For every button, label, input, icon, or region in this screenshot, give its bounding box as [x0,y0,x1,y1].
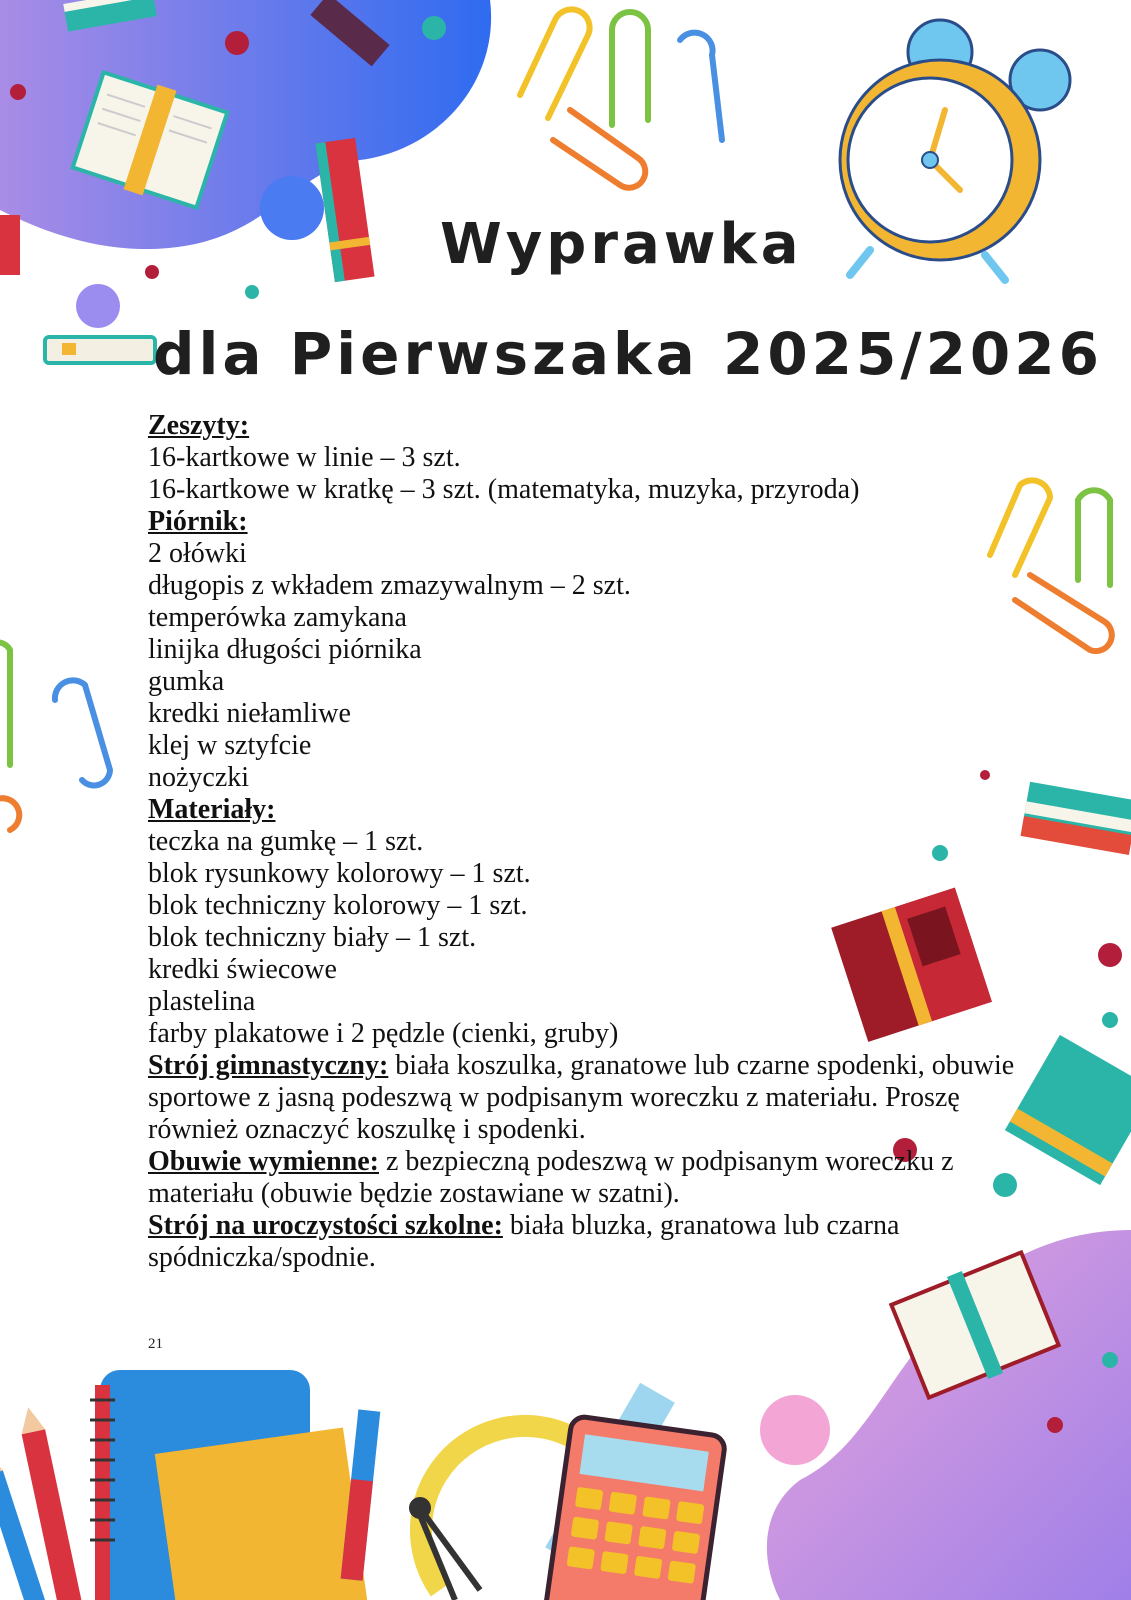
dot [422,16,446,40]
list-item: długopis z wkładem zmazywalnym – 2 szt. [148,570,631,601]
dot [1102,1352,1118,1368]
dot [76,284,120,328]
dot [760,1395,830,1465]
list-item: blok techniczny biały – 1 szt. [148,922,477,953]
calculator-icon [545,1415,726,1600]
list-item: 16-kartkowe w kratkę – 3 szt. (matematyka, muzyka, przyroda) [148,474,860,505]
paragraph-text: biała koszulka, granatowe lub czarne spodenki, obuwie sportowe z jasną podeszwą w podpisanym woreczku z materiału. Proszę również oznaczyć koszulkę i spodenki. [148,1050,1015,1145]
title-line-1: Wyprawka [440,212,803,277]
list-item: 16-kartkowe w linie – 3 szt. [148,442,461,473]
list-item: nożyczki [148,762,250,793]
alarm-clock-icon [840,20,1070,280]
dot [1102,1012,1118,1028]
section-heading-zeszyty: Zeszyty: [148,410,250,441]
paragraph-text: z bezpieczną podeszwą w podpisanym woreczku z materiału (obuwie będzie zostawiane w szatni). [148,1146,954,1209]
dot [145,265,159,279]
page-number: 21 [148,1336,163,1352]
dot [245,285,259,299]
list-item: farby plakatowe i 2 pędzle (cienki, gruby) [148,1018,619,1049]
dot [260,176,324,240]
book-left-edge-icon [0,215,20,275]
paragraph-stroj-gimnastyczny [148,1050,1028,1146]
dot [10,84,26,100]
dot [1098,943,1122,967]
paragraph-stroj-uroczystosci [148,1210,1028,1274]
paper-clips-icon [520,9,722,187]
title-line-2: dla Pierwszaka 2025/2026 [153,320,1103,388]
list-item: blok techniczny kolorowy – 1 szt. [148,890,528,921]
list-item: plastelina [148,986,256,1017]
paragraph-obuwie-wymienne [148,1146,1028,1210]
section-heading-stroj-gimnastyczny: Strój gimnastyczny: [148,1050,389,1081]
red-book-icon [315,138,374,282]
list-item: gumka [148,666,225,697]
section-heading-obuwie-wymienne: Obuwie wymienne: [148,1146,379,1177]
list-item: temperówka zamykana [148,602,407,633]
dot [1047,1417,1063,1433]
list-item: 2 ołówki [148,538,247,569]
dot [225,31,249,55]
paper-clips-left-icon [0,642,110,830]
list-item: klej w sztyfcie [148,730,312,761]
section-heading-piornik: Piórnik: [148,506,248,537]
supply-list [148,410,1048,1274]
yellow-paper-icon [155,1428,371,1600]
list-item: blok rysunkowy kolorowy – 1 szt. [148,858,531,889]
list-item: kredki świecowe [148,954,337,985]
paragraph-text: biała bluzka, granatowa lub czarna spódniczka/spodnie. [148,1210,900,1273]
section-heading-materialy: Materiały: [148,794,276,825]
list-item: kredki niełamliwe [148,698,351,729]
section-heading-stroj-uroczystosci: Strój na uroczystości szkolne: [148,1210,503,1241]
list-item: linijka długości piórnika [148,634,422,665]
list-item: teczka na gumkę – 1 szt. [148,826,424,857]
lying-book-icon [45,337,155,363]
